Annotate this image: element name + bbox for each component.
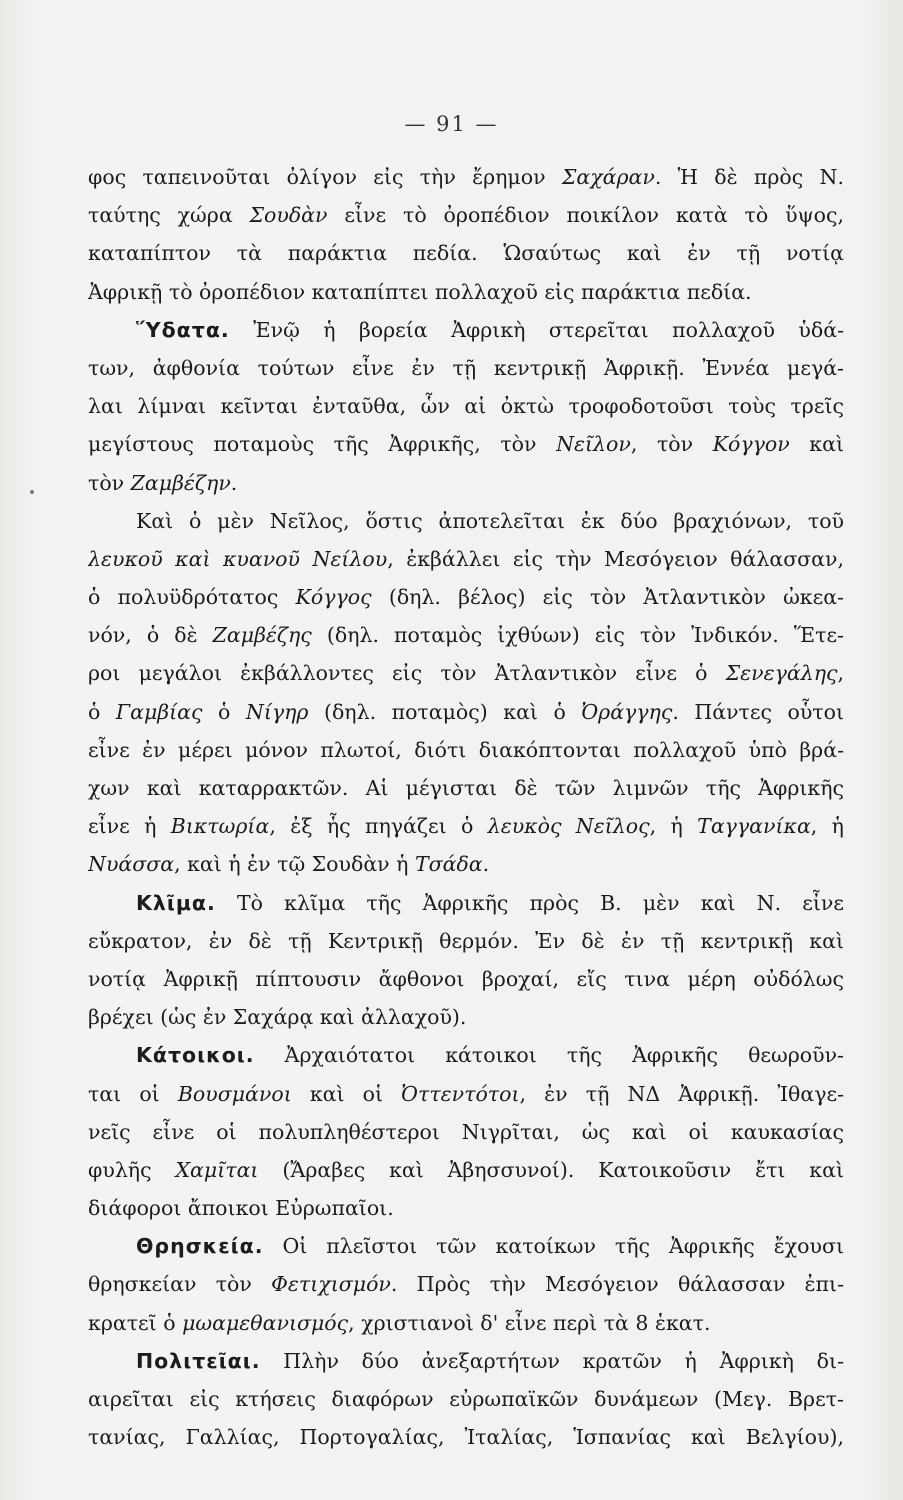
text-run: εὔκρατον, ἐν δὲ τῇ Κεντρικῇ θερμόν. Ἐν δὲ ἐν τῇ κεντρικῇ καὶ bbox=[88, 928, 844, 953]
text-run: Πλὴν δύο ἀνεξαρτήτων κρατῶν ἡ Ἀφρικὴ δι- bbox=[260, 1348, 844, 1373]
text-line bbox=[88, 1036, 844, 1074]
text-run: καὶ οἱ bbox=[291, 1081, 402, 1106]
text-line bbox=[88, 311, 844, 349]
margin-mark bbox=[30, 490, 34, 494]
text-run: μεγίστους ποταμοὺς τῆς Ἀφρικῆς, τὸν bbox=[88, 432, 557, 457]
text-line bbox=[88, 845, 844, 883]
text-line bbox=[88, 273, 844, 311]
text-run: Βουσμάνοι bbox=[177, 1081, 292, 1106]
text-run: καταπίπτον τὰ παράκτια πεδία. Ὡσαύτως καὶ ἐν τῇ νοτίᾳ bbox=[88, 241, 844, 266]
text-run: των, ἀφθονία τούτων εἶνε ἐν τῇ κεντρικῇ Ἀφρικῇ. Ἐννέα μεγά- bbox=[88, 355, 844, 380]
text-line bbox=[88, 731, 844, 769]
text-line bbox=[88, 769, 844, 807]
section-heading: Κλῖμα. bbox=[136, 890, 216, 915]
text-run: ὁ bbox=[88, 699, 116, 724]
text-line bbox=[88, 158, 844, 196]
text-run: Κόγγον bbox=[712, 432, 790, 457]
text-run: εἶνε τὸ ὀροπέδιον ποικίλον κατὰ τὸ ὕψος, bbox=[327, 203, 844, 228]
text-run: εἶνε ἡ bbox=[88, 814, 171, 839]
text-run: Γαμβίας bbox=[115, 699, 203, 724]
text-line bbox=[88, 502, 844, 540]
text-run: , χριστιανοὶ δ' εἶνε περὶ τὰ 8 ἑκατ. bbox=[348, 1310, 711, 1335]
text-line bbox=[88, 960, 844, 998]
text-line bbox=[88, 998, 844, 1036]
text-run: λευκὸς Νεῖλος bbox=[487, 814, 650, 839]
text-line bbox=[88, 922, 844, 960]
text-line bbox=[88, 464, 844, 502]
text-run: κρατεῖ ὁ bbox=[88, 1310, 183, 1335]
text-run: , τὸν bbox=[630, 432, 713, 457]
text-line bbox=[88, 1304, 844, 1342]
text-run: (δηλ. ποταμὸς ἰχθύων) εἰς τὸν Ἰνδικόν. Ἕτε- bbox=[311, 623, 844, 648]
text-run: , ἡ bbox=[649, 814, 698, 839]
text-run: ὁ bbox=[202, 699, 246, 724]
text-line bbox=[88, 1418, 844, 1456]
text-run: , ἐκβάλλει εἰς τὴν Μεσόγειον θάλασσαν, bbox=[387, 546, 844, 571]
body-text bbox=[88, 158, 844, 1456]
text-line bbox=[88, 387, 844, 425]
text-run: νόν, ὁ δὲ bbox=[88, 623, 213, 648]
text-line bbox=[88, 807, 844, 845]
text-run: τὸν bbox=[88, 470, 131, 495]
text-line bbox=[88, 1075, 844, 1113]
text-run: Ὀράγγης bbox=[581, 699, 673, 724]
text-run: ταύτης χώρα bbox=[88, 203, 250, 228]
text-run: Νυάσσα bbox=[88, 852, 175, 877]
text-run: Φετιχισμόν bbox=[271, 1272, 391, 1297]
text-run: χων καὶ καταρρακτῶν. Αἱ μέγισται δὲ τῶν λιμνῶν τῆς Ἀφρικῆς bbox=[88, 776, 844, 800]
text-line bbox=[88, 1151, 844, 1189]
text-run: λαι λίμναι κεῖνται ἐνταῦθα, ὧν αἱ ὀκτὼ τροφοδοτοῦσι τοὺς τρεῖς bbox=[88, 394, 844, 419]
text-line bbox=[88, 349, 844, 387]
text-run: διάφοροι ἄποικοι Εὐρωπαῖοι. bbox=[88, 1196, 394, 1221]
text-line bbox=[88, 196, 844, 234]
text-run: Σουδὰν bbox=[249, 203, 328, 228]
text-run: (δηλ. βέλος) εἰς τὸν Ἀτλαντικὸν ὠκεα- bbox=[371, 585, 844, 610]
text-run: ροι μεγάλοι ἐκβάλλοντες εἰς τὸν Ἀτλαντικὸν εἶνε ὁ bbox=[88, 661, 726, 686]
page-number: — 91 — bbox=[404, 112, 499, 136]
section-heading: Ὕδατα. bbox=[136, 317, 230, 342]
text-run: ται οἱ bbox=[88, 1081, 178, 1106]
text-run: . bbox=[482, 852, 490, 877]
text-run: θρησκείαν τὸν bbox=[88, 1272, 272, 1297]
text-line bbox=[88, 1265, 844, 1303]
text-line bbox=[88, 1189, 844, 1227]
text-run: Ἐνῷ ἡ βορεία Ἀφρικὴ στερεῖται πολλαχοῦ ὑδά- bbox=[229, 317, 844, 342]
text-run: καὶ bbox=[789, 432, 844, 457]
text-run: ὁ πολυϋδρότατος bbox=[88, 585, 296, 610]
text-run: νοτίᾳ Ἀφρικῇ πίπτουσιν ἄφθονοι βροχαί, εἴς τινα μέρη οὐδόλως bbox=[88, 966, 844, 991]
text-line bbox=[88, 616, 844, 654]
text-line bbox=[88, 1227, 844, 1265]
text-run: Χαμῖται bbox=[175, 1157, 259, 1182]
text-line bbox=[88, 540, 844, 578]
text-run: μωαμεθανισμός bbox=[182, 1310, 349, 1335]
text-line bbox=[88, 1380, 844, 1418]
text-run: Νίγηρ bbox=[245, 699, 309, 724]
text-run: βρέχει (ὡς ἐν Σαχάρᾳ καὶ ἀλλαχοῦ). bbox=[88, 1005, 467, 1030]
text-line bbox=[88, 425, 844, 463]
text-run: Σαχάραν bbox=[561, 165, 655, 189]
text-run: Σενεγάλης bbox=[725, 661, 838, 686]
text-run: Ζαμβέζης bbox=[212, 623, 312, 648]
text-line bbox=[88, 578, 844, 616]
text-run: Ζαμβέζην bbox=[130, 470, 231, 495]
text-run: φος ταπεινοῦται ὀλίγον εἰς τὴν ἔρημον bbox=[88, 165, 562, 189]
text-line bbox=[88, 1113, 844, 1151]
text-run: . Πάντες οὗτοι bbox=[672, 699, 844, 724]
text-run: Οἱ πλεῖστοι τῶν κατοίκων τῆς Ἀφρικῆς ἔχουσι bbox=[263, 1234, 844, 1259]
text-run: αιρεῖται εἰς κτήσεις διαφόρων εὐρωπαϊκῶν δυνάμεων (Μεγ. Βρετ- bbox=[88, 1387, 844, 1411]
section-heading: Κάτοικοι. bbox=[136, 1043, 255, 1068]
text-run: (δηλ. ποταμὸς) καὶ ὁ bbox=[308, 699, 582, 724]
text-run: . Ἡ δὲ πρὸς Ν. bbox=[654, 165, 844, 189]
text-line bbox=[88, 1342, 844, 1380]
text-line bbox=[88, 884, 844, 922]
text-run: , ἡ bbox=[810, 814, 844, 839]
text-run: τανίας, Γαλλίας, Πορτογαλίας, Ἰταλίας, Ἱσπανίας καὶ Βελγίου), bbox=[88, 1425, 844, 1450]
section-heading: Θρησκεία. bbox=[136, 1234, 264, 1259]
text-line bbox=[88, 234, 844, 272]
text-run: λευκοῦ καὶ κυανοῦ Νείλου bbox=[88, 546, 388, 571]
text-run: εἶνε ἐν μέρει μόνον πλωτοί, διότι διακόπτονται πολλαχοῦ ὑπὸ βρά- bbox=[88, 737, 844, 762]
text-run: Ἀρχαιότατοι κάτοικοι τῆς Ἀφρικῆς θεωροῦν- bbox=[254, 1043, 844, 1068]
text-run: Τσάδα bbox=[414, 852, 483, 877]
text-line bbox=[88, 693, 844, 731]
text-run: Βικτωρία bbox=[170, 814, 270, 839]
text-run: Νεῖλον bbox=[556, 432, 631, 457]
text-run: Κόγγος bbox=[295, 585, 372, 610]
text-run: , ἐν τῇ ΝΔ Ἀφρικῇ. Ἰθαγε- bbox=[519, 1081, 844, 1106]
text-run: Καὶ ὁ μὲν Νεῖλος, ὅστις ἀποτελεῖται ἐκ δύο βραχιόνων, τοῦ bbox=[136, 508, 844, 533]
text-run: . bbox=[230, 470, 238, 495]
section-heading: Πολιτεῖαι. bbox=[136, 1348, 261, 1373]
text-run: . Πρὸς τὴν Μεσόγειον θάλασσαν ἐπι- bbox=[390, 1272, 844, 1297]
text-run: Ἀφρικῇ τὸ ὀροπέδιον καταπίπτει πολλαχοῦ εἰς παράκτια πεδία. bbox=[88, 279, 752, 304]
text-run: Ὀττεντότοι bbox=[401, 1081, 520, 1106]
text-run: Ταγγανίκα bbox=[697, 814, 811, 839]
text-run: , ἐξ ἧς πηγάζει ὁ bbox=[269, 814, 488, 839]
text-run: (Ἄραβες καὶ Ἀβησσυνοί). Κατοικοῦσιν ἔτι καὶ bbox=[258, 1157, 844, 1182]
text-line bbox=[88, 654, 844, 692]
text-run: , bbox=[837, 661, 844, 686]
text-run: νεῖς εἶνε οἱ πολυπληθέστεροι Νιγρῖται, ὡς καὶ οἱ καυκασίας bbox=[88, 1119, 844, 1144]
text-run: φυλῆς bbox=[88, 1157, 176, 1182]
text-run: , καὶ ἡ ἐν τῷ Σουδὰν ἡ bbox=[174, 852, 415, 877]
text-run: Τὸ κλῖμα τῆς Ἀφρικῆς πρὸς Β. μὲν καὶ Ν. εἶνε bbox=[215, 890, 844, 915]
